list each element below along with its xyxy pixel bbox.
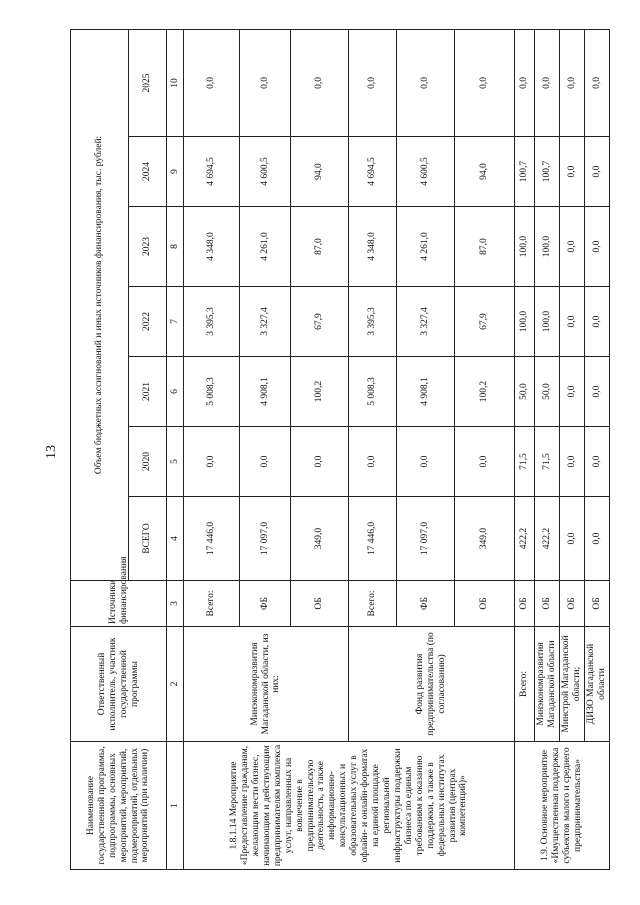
column-number: 5 — [167, 427, 184, 497]
value-cell: 17 446,0 — [348, 497, 396, 581]
value-cell: 17 097,0 — [240, 497, 290, 581]
source-cell: ФБ — [240, 581, 290, 627]
value-cell: 0,0 — [560, 497, 585, 581]
source-cell: ОБ — [535, 581, 560, 627]
year-header: 2024 — [129, 137, 167, 207]
column-number: 7 — [167, 287, 184, 357]
value-cell: 4 600,5 — [240, 137, 290, 207]
source-cell: ФБ — [396, 581, 454, 627]
column-number: 3 — [167, 581, 184, 627]
page-number: 13 — [44, 445, 59, 459]
value-cell: 4 348,0 — [184, 207, 240, 287]
rotated-table-area — [70, 30, 610, 870]
header-name: Наименование государственной программы, подпрограммы, основных мероприятий, мероприятий, подмероприятий, отдельных мероприятий (при наличии) — [71, 742, 167, 870]
year-header: 2025 — [129, 29, 167, 136]
value-cell: 100,2 — [290, 357, 348, 427]
value-cell: 0,0 — [560, 29, 585, 136]
column-number: 10 — [167, 29, 184, 136]
value-cell: 3 395,3 — [348, 287, 396, 357]
value-cell: 100,2 — [454, 357, 514, 427]
year-header: ВСЕГО — [129, 497, 167, 581]
value-cell: 87,0 — [454, 207, 514, 287]
column-number: 9 — [167, 137, 184, 207]
value-cell: 422,2 — [535, 497, 560, 581]
value-cell: 0,0 — [560, 207, 585, 287]
source-cell: ОБ — [560, 581, 585, 627]
table-row — [515, 29, 535, 869]
source-cell: ОБ — [290, 581, 348, 627]
column-number-row — [167, 29, 184, 869]
value-cell: 71,5 — [515, 427, 535, 497]
value-cell: 0,0 — [535, 29, 560, 136]
value-cell: 0,0 — [585, 207, 610, 287]
value-cell: 5 008,3 — [348, 357, 396, 427]
table-container — [70, 30, 610, 870]
year-header: 2022 — [129, 287, 167, 357]
value-cell: 4 600,5 — [396, 137, 454, 207]
value-cell: 100,0 — [515, 287, 535, 357]
value-cell: 0,0 — [585, 497, 610, 581]
column-number: 8 — [167, 207, 184, 287]
value-cell: 3 327,4 — [396, 287, 454, 357]
value-cell: 87,0 — [290, 207, 348, 287]
value-cell: 422,2 — [515, 497, 535, 581]
executor-cell: Минстрой Магаданской области; — [560, 627, 585, 742]
value-cell: 67,9 — [290, 287, 348, 357]
column-number: 6 — [167, 357, 184, 427]
executor-cell: Всего: — [515, 627, 535, 742]
source-cell: Всего: — [348, 581, 396, 627]
value-cell: 4 694,5 — [184, 137, 240, 207]
value-cell: 5 008,3 — [184, 357, 240, 427]
value-cell: 50,0 — [535, 357, 560, 427]
source-cell: ОБ — [454, 581, 514, 627]
measure-name: 1.8.1.14 Мероприятие «Предоставление гражданам, желающим вести бизнес, начинающим и действующим предпринимателям комплекса услуг, направленных на вовлечение в предпринимательскую деятельность, а также информационно-консультационных и образовательных услуг в офлайн- и онлайн-форматах на единой площадке региональной инфраструктуры поддержки бизнеса по единым требованиям к оказанию поддержки, а также в федеральных институтах развития (центрах компетенций)» — [184, 742, 515, 870]
value-cell: 17 097,0 — [396, 497, 454, 581]
value-cell: 17 446,0 — [184, 497, 240, 581]
source-cell: Всего: — [184, 581, 240, 627]
value-cell: 0,0 — [560, 357, 585, 427]
value-cell: 4 261,0 — [240, 207, 290, 287]
header-row — [71, 29, 129, 869]
value-cell: 0,0 — [560, 287, 585, 357]
executor-cell: ДИЗО Магаданской области — [585, 627, 610, 742]
column-number: 2 — [167, 627, 184, 742]
value-cell: 0,0 — [240, 29, 290, 136]
measure-name: 1.9. Основное мероприятие «Имущественная поддержка субъектов малого и среднего предпринимательства» — [515, 742, 610, 870]
executor-cell: Минэкономразвития Магаданской области, из них: — [184, 627, 348, 742]
year-header: 2021 — [129, 357, 167, 427]
budget-table — [70, 29, 610, 870]
value-cell: 4 348,0 — [348, 207, 396, 287]
value-cell: 0,0 — [560, 427, 585, 497]
executor-cell: Минэкономразвития Магаданской области — [535, 627, 560, 742]
executor-cell: Фонд развития предпринимательства (по согласованию) — [348, 627, 514, 742]
value-cell: 0,0 — [585, 357, 610, 427]
value-cell: 0,0 — [454, 427, 514, 497]
value-cell: 71,5 — [535, 427, 560, 497]
value-cell: 100,0 — [535, 207, 560, 287]
value-cell: 349,0 — [290, 497, 348, 581]
value-cell: 100,0 — [535, 287, 560, 357]
value-cell: 0,0 — [454, 29, 514, 136]
value-cell: 0,0 — [585, 427, 610, 497]
value-cell: 4 908,1 — [396, 357, 454, 427]
value-cell: 100,7 — [515, 137, 535, 207]
header-source: Источники финансирования — [71, 581, 167, 627]
header-executor: Ответственный исполнитель, участник государственной программы — [71, 627, 167, 742]
value-cell: 3 327,4 — [240, 287, 290, 357]
value-cell: 3 395,3 — [184, 287, 240, 357]
year-header: 2020 — [129, 427, 167, 497]
value-cell: 4 908,1 — [240, 357, 290, 427]
value-cell: 94,0 — [454, 137, 514, 207]
value-cell: 0,0 — [348, 427, 396, 497]
source-cell: ОБ — [515, 581, 535, 627]
value-cell: 0,0 — [396, 427, 454, 497]
header-budget: Объем бюджетных ассигнований и иных источников финансирования, тыс. рублей: — [71, 29, 129, 580]
value-cell: 50,0 — [515, 357, 535, 427]
value-cell: 0,0 — [585, 29, 610, 136]
source-cell: ОБ — [585, 581, 610, 627]
value-cell: 100,0 — [515, 207, 535, 287]
value-cell: 0,0 — [184, 427, 240, 497]
value-cell: 0,0 — [240, 427, 290, 497]
value-cell: 0,0 — [585, 137, 610, 207]
value-cell: 0,0 — [290, 427, 348, 497]
value-cell: 67,9 — [454, 287, 514, 357]
value-cell: 4 261,0 — [396, 207, 454, 287]
column-number: 1 — [167, 742, 184, 870]
table-row — [184, 29, 240, 869]
value-cell: 0,0 — [290, 29, 348, 136]
value-cell: 94,0 — [290, 137, 348, 207]
year-header: 2023 — [129, 207, 167, 287]
value-cell: 349,0 — [454, 497, 514, 581]
value-cell: 0,0 — [396, 29, 454, 136]
value-cell: 0,0 — [184, 29, 240, 136]
value-cell: 0,0 — [348, 29, 396, 136]
value-cell: 0,0 — [560, 137, 585, 207]
column-number: 4 — [167, 497, 184, 581]
value-cell: 100,7 — [535, 137, 560, 207]
value-cell: 0,0 — [515, 29, 535, 136]
value-cell: 4 694,5 — [348, 137, 396, 207]
value-cell: 0,0 — [585, 287, 610, 357]
